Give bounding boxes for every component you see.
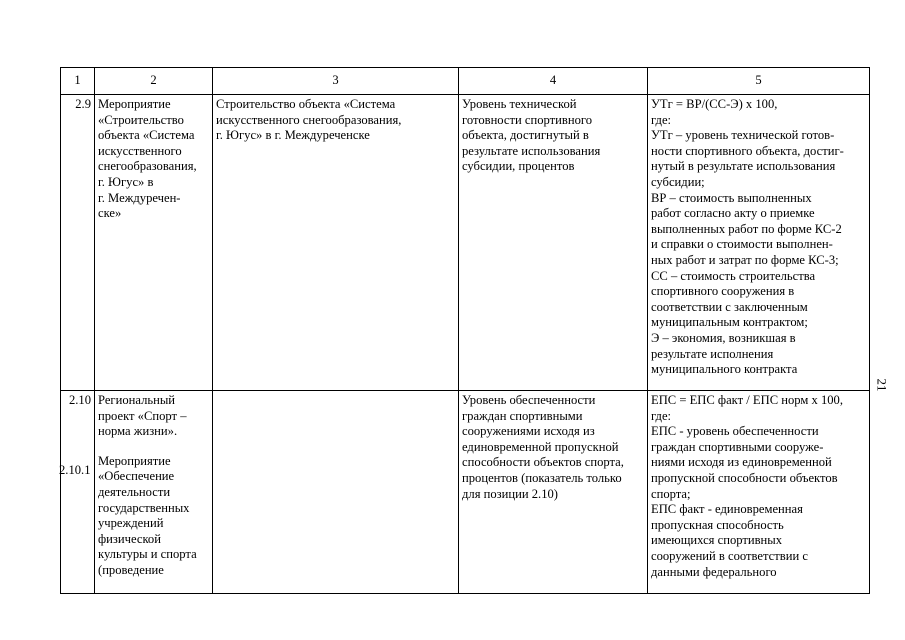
formula-description: УТг = ВР/(СС-Э) х 100, где: УТг – уровень технической готов- ности спортивного объекта, достиг- нутый в результате использования субсидии; ВР – стоимость выполненных работ согласно акту о приемке выполненных работ по форме КС-2 и справки о стоимости выполнен- ных работ и затрат по форме КС-3; СС – стоимость строительства спортивного сооружения в соответствии с заключенным муниципальным контрактом; Э – экономия, возникшая в результате исполнения муниципального контракта (648, 95, 870, 391)
sub-event-name: Мероприятие «Обеспечение деятельности государственных учреждений физической культуры и спорта (проведение (98, 453, 197, 577)
header-cell-1: 1 (61, 68, 95, 95)
event-name (95, 391, 213, 594)
object-name: Строительство объекта «Система искусственного снегообразования, г. Югус» в г. Междуреченске (213, 95, 459, 391)
event-name: Мероприятие «Строительство объекта «Система искусственного снегообразования, г. Югус» в г. Междуречен- ске» (95, 95, 213, 391)
indicator-name: Уровень обеспеченности граждан спортивными сооружениями исходя из единовременной пропускной способности объектов спорта, процентов (показатель только для позиции 2.10) (459, 391, 648, 594)
table-row (61, 95, 870, 391)
header-cell-2: 2 (95, 68, 213, 95)
header-cell-5: 5 (648, 68, 870, 95)
project-name: Региональный проект «Спорт – норма жизни». (98, 393, 187, 439)
header-cell-4: 4 (459, 68, 648, 95)
row-number (61, 391, 95, 594)
row-number: 2.9 (61, 95, 95, 391)
formula-description: ЕПС = ЕПС факт / ЕПС норм х 100, где: ЕПС - уровень обеспеченности граждан спортивными сооруже- ниями исходя из единовременной пропускной способности объектов спорта; ЕПС факт - единовременная пропускная способность имеющихся спортивных сооружений в соответствии с данными федерального (648, 391, 870, 594)
object-name (213, 391, 459, 594)
header-cell-3: 3 (213, 68, 459, 95)
table-header-row (61, 68, 870, 95)
table-row (61, 391, 870, 594)
page-number: 21 (874, 378, 890, 392)
indicator-name: Уровень технической готовности спортивного объекта, достигнутый в результате использования субсидии, процентов (459, 95, 648, 391)
row-subnumber: 2.10.1 (59, 462, 91, 477)
document-table (60, 67, 870, 594)
row-number-main: 2.10 (68, 393, 91, 407)
